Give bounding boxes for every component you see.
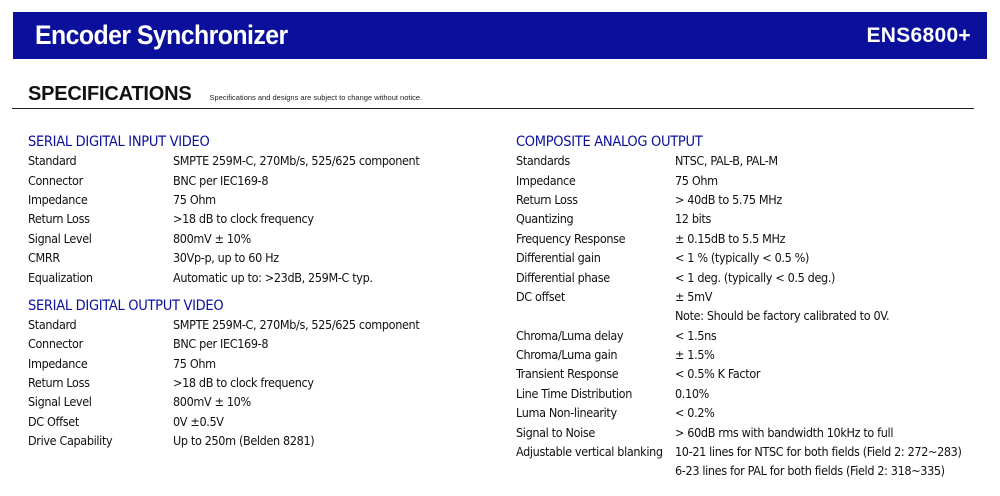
header-divider [12, 108, 974, 109]
spec-table [516, 151, 986, 481]
spec-row [516, 229, 986, 248]
spec-value: 0.10% [675, 385, 709, 401]
model-number: ENS6800+ [866, 23, 971, 47]
section-title: SERIAL DIGITAL OUTPUT VIDEO [28, 297, 224, 314]
spec-row [516, 287, 986, 306]
spec-row [516, 151, 986, 170]
spec-row [28, 229, 488, 248]
composite-output-section [516, 134, 986, 481]
spec-label: Impedance [28, 191, 88, 207]
spec-row [516, 170, 986, 189]
spec-label: Impedance [28, 355, 88, 371]
spec-label: Connector [28, 336, 83, 352]
spec-value: Note: Should be factory calibrated to 0V. [675, 308, 890, 324]
spec-row [516, 306, 986, 325]
spec-label: Chroma/Luma gain [516, 347, 618, 363]
product-title: Encoder Synchronizer [35, 20, 288, 50]
spec-table [28, 315, 488, 451]
spec-row [516, 364, 986, 383]
spec-row [28, 412, 488, 431]
spec-row [516, 248, 986, 267]
spec-row [28, 354, 488, 373]
spec-value: < 1.5ns [675, 327, 717, 343]
spec-value: ± 0.15dB to 5.5 MHz [675, 230, 786, 246]
spec-value: >18 dB to clock frequency [173, 211, 314, 227]
spec-label: Return Loss [516, 191, 578, 207]
specifications-header [28, 83, 974, 106]
spec-value: Automatic up to: >23dB, 259M-C typ. [173, 269, 373, 285]
spec-row [516, 209, 986, 228]
spec-row [516, 442, 986, 461]
spec-label: DC offset [516, 288, 565, 304]
spec-table [28, 151, 488, 287]
spec-label: Standard [28, 153, 77, 169]
spec-value: ± 5mV [675, 288, 713, 304]
spec-value: 75 Ohm [173, 355, 216, 371]
spec-label: Equalization [28, 269, 93, 285]
spec-row [28, 373, 488, 392]
spec-value: 800mV ± 10% [173, 230, 251, 246]
spec-label: DC Offset [28, 413, 79, 429]
spec-value: SMPTE 259M-C, 270Mb/s, 525/625 component [173, 153, 420, 169]
spec-label: Drive Capability [28, 433, 113, 449]
spec-label: Transient Response [516, 366, 619, 382]
spec-value: < 0.2% [675, 405, 715, 421]
spec-row [516, 326, 986, 345]
spec-label: Luma Non-linearity [516, 405, 617, 421]
spec-value: 30Vp-p, up to 60 Hz [173, 250, 279, 266]
spec-row [516, 345, 986, 364]
spec-label: Impedance [516, 172, 576, 188]
spec-label: Standards [516, 153, 570, 169]
spec-row [28, 267, 488, 286]
spec-label: Connector [28, 172, 83, 188]
spec-row [28, 431, 488, 450]
section-title: COMPOSITE ANALOG OUTPUT [516, 134, 703, 150]
spec-label: Frequency Response [516, 230, 626, 246]
spec-label: CMRR [28, 250, 60, 266]
spec-label: Line Time Distribution [516, 385, 632, 401]
spec-row [516, 461, 986, 480]
spec-row [516, 403, 986, 422]
spec-label: Signal to Noise [516, 424, 595, 440]
spec-value: 6-23 lines for PAL for both fields (Field 2: 318~335) [675, 463, 945, 479]
spec-label: Return Loss [28, 375, 90, 391]
spec-value: NTSC, PAL-B, PAL-M [675, 153, 778, 169]
spec-value: SMPTE 259M-C, 270Mb/s, 525/625 component [173, 316, 420, 332]
spec-row [28, 334, 488, 353]
spec-row [28, 190, 488, 209]
sdi-output-section [28, 298, 488, 451]
spec-value: 800mV ± 10% [173, 394, 251, 410]
section-title: SERIAL DIGITAL INPUT VIDEO [28, 134, 210, 150]
spec-value: 12 bits [675, 211, 711, 227]
spec-label: Adjustable vertical blanking [516, 444, 663, 460]
sdi-input-section [28, 134, 488, 287]
left-column [28, 134, 488, 450]
specifications-heading: SPECIFICATIONS [28, 83, 192, 105]
spec-value: 75 Ohm [675, 172, 718, 188]
spec-value: 10-21 lines for NTSC for both fields (Field 2: 272~283) [675, 444, 962, 460]
title-banner [13, 12, 987, 59]
spec-value: < 1 % (typically < 0.5 %) [675, 250, 810, 266]
specifications-disclaimer: Specifications and designs are subject to change without notice. [209, 93, 423, 102]
spec-value: Up to 250m (Belden 8281) [173, 433, 315, 449]
spec-label: Signal Level [28, 394, 92, 410]
spec-value: BNC per IEC169-8 [173, 172, 269, 188]
spec-label: Chroma/Luma delay [516, 327, 624, 343]
spec-value: < 0.5% K Factor [675, 366, 761, 382]
spec-value: > 40dB to 5.75 MHz [675, 191, 782, 207]
spec-row [28, 209, 488, 228]
spec-row [516, 422, 986, 441]
spec-row [28, 315, 488, 334]
spec-row [28, 248, 488, 267]
spec-value: 0V ±0.5V [173, 413, 224, 429]
spec-row [28, 170, 488, 189]
spec-row [28, 392, 488, 411]
spec-row [516, 190, 986, 209]
spec-value: BNC per IEC169-8 [173, 336, 269, 352]
spec-row [516, 267, 986, 286]
spec-label: Standard [28, 316, 77, 332]
spec-label: Return Loss [28, 211, 90, 227]
spec-row [516, 384, 986, 403]
spec-value: < 1 deg. (typically < 0.5 deg.) [675, 269, 836, 285]
spec-row [28, 151, 488, 170]
spec-value: > 60dB rms with bandwidth 10kHz to full [675, 424, 894, 440]
spec-value: >18 dB to clock frequency [173, 375, 314, 391]
spec-label: Quantizing [516, 211, 574, 227]
spec-value: 75 Ohm [173, 191, 216, 207]
spec-label: Signal Level [28, 230, 92, 246]
spec-label: Differential phase [516, 269, 610, 285]
spec-label: Differential gain [516, 250, 601, 266]
right-column [516, 134, 986, 481]
spec-value: ± 1.5% [675, 347, 715, 363]
